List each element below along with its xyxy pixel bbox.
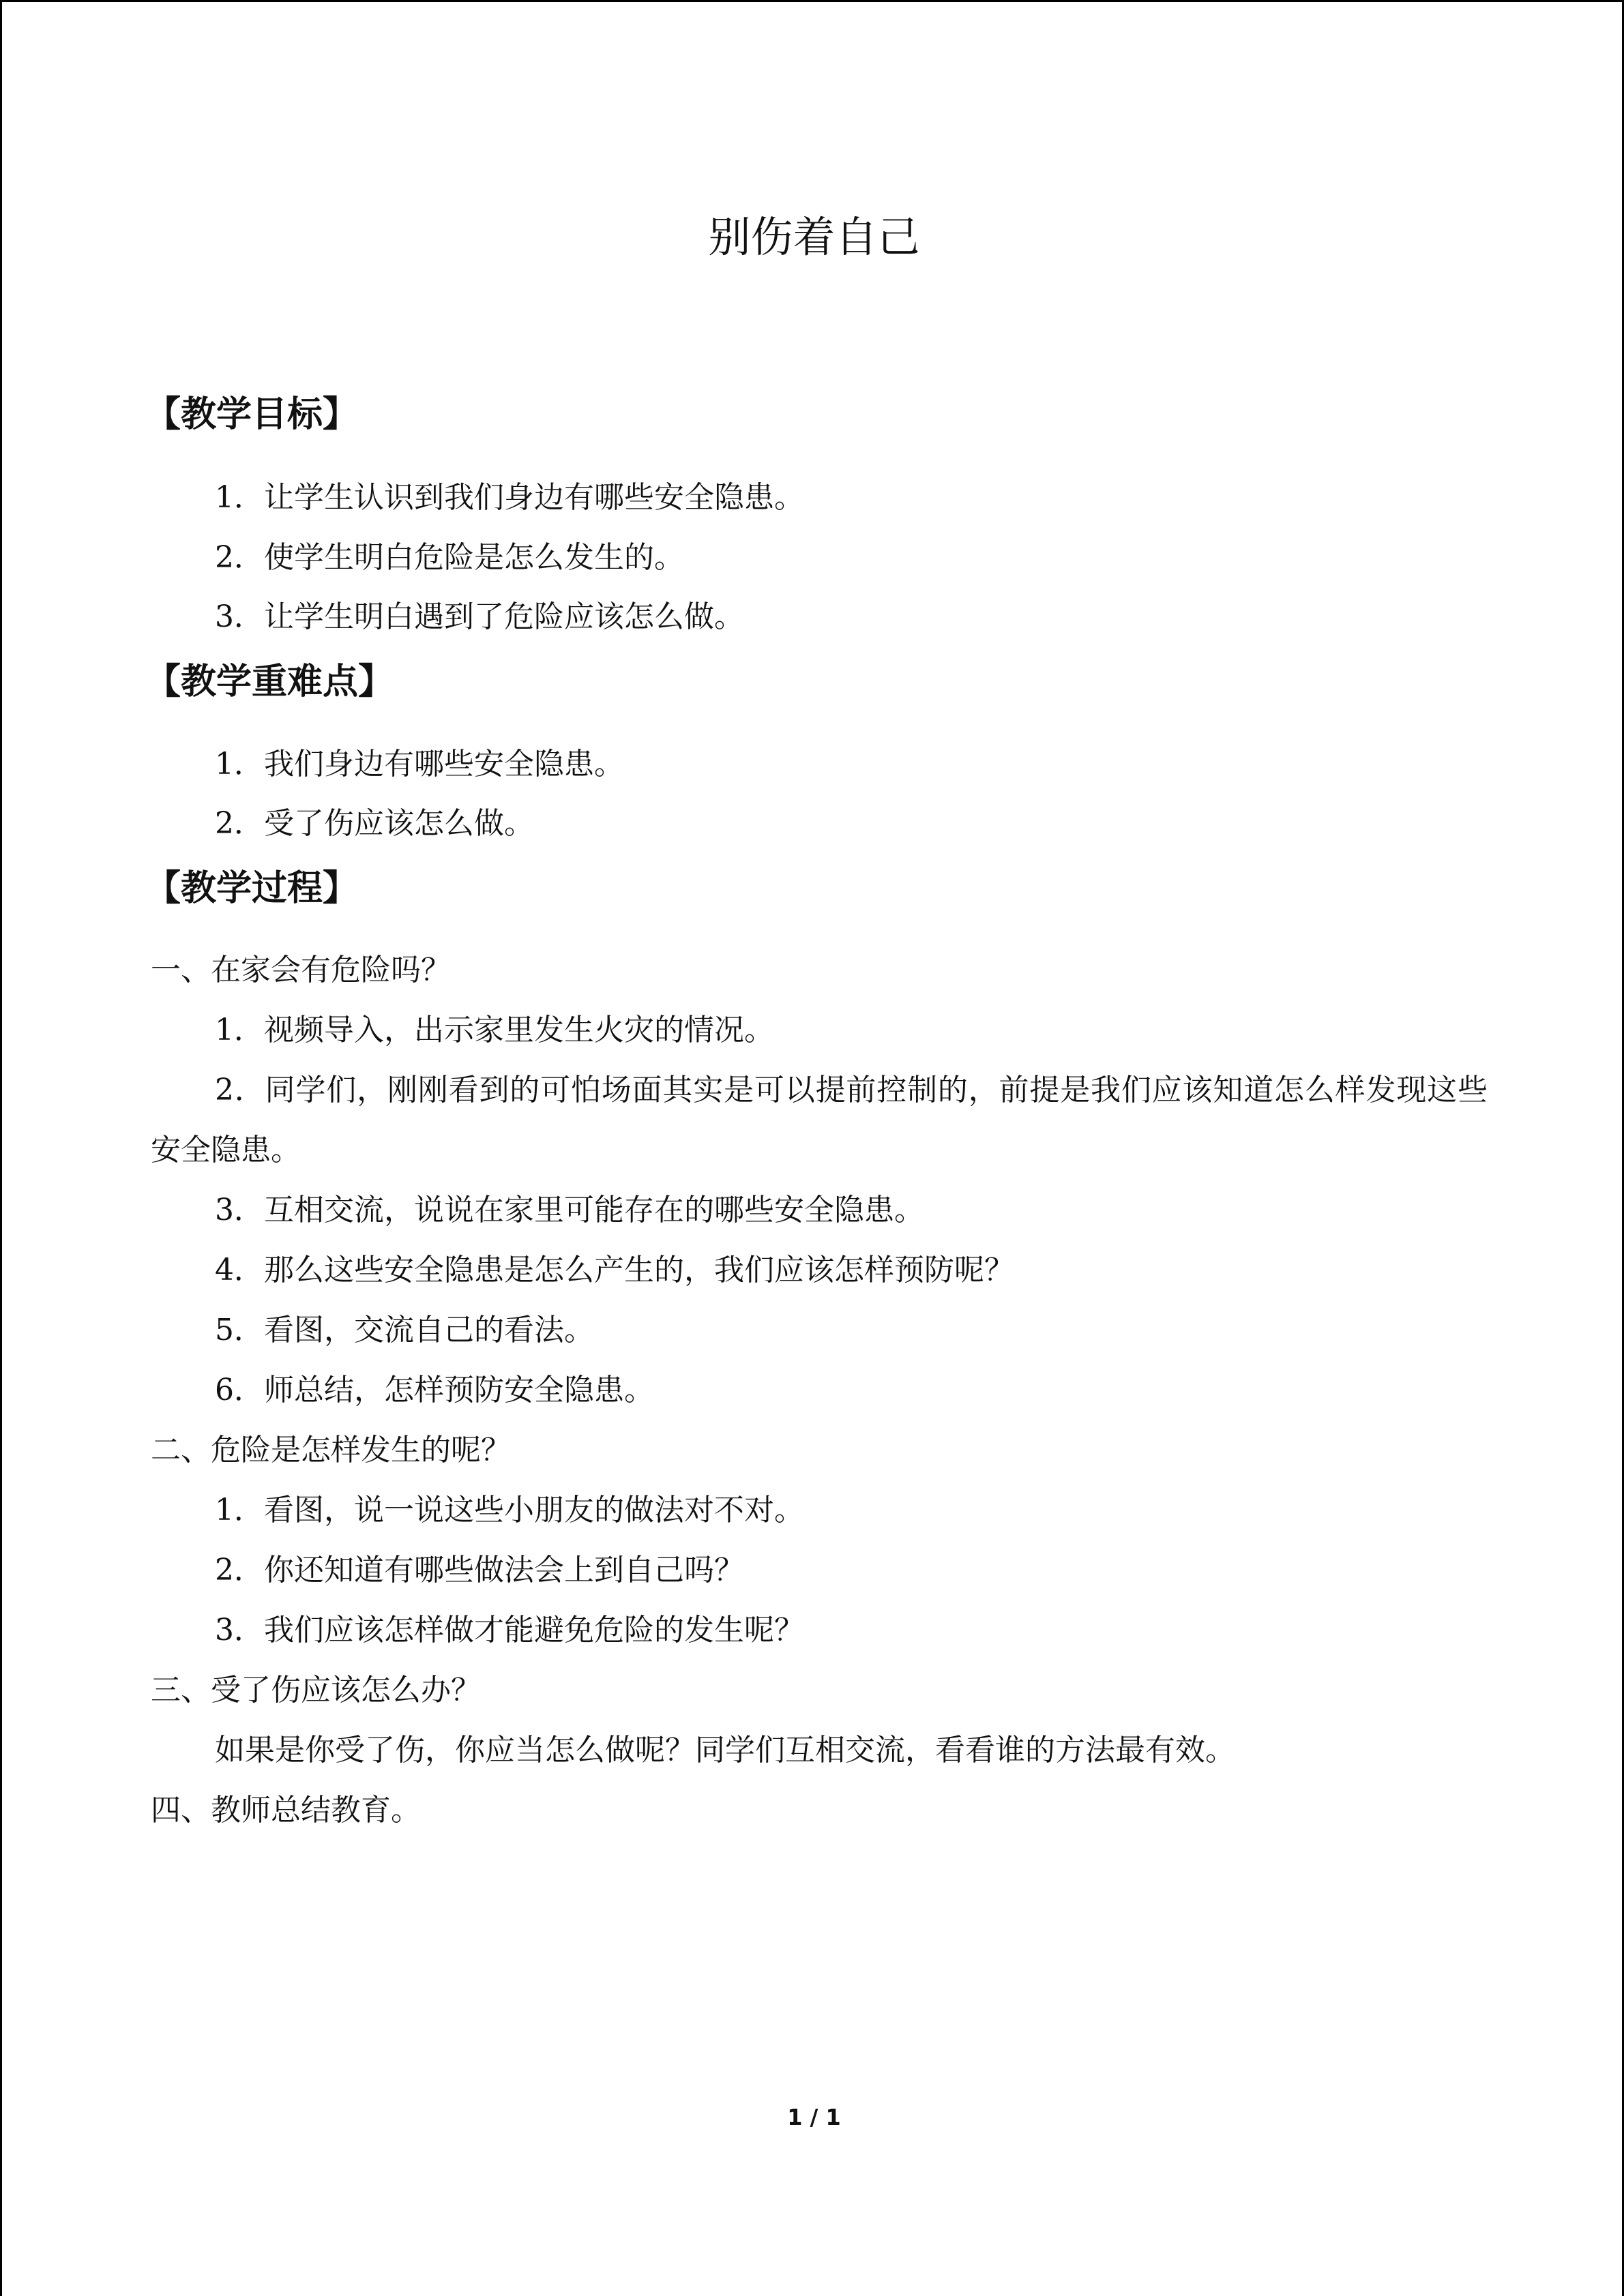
- section-heading-process: 【教学过程】: [145, 868, 359, 909]
- process-part-1-item-4: 4．那么这些安全隐患是怎么产生的，我们应该怎样预防呢？: [215, 1253, 1014, 1287]
- process-part-1-item-1: 1．视频导入，出示家里发生火灾的情况。: [215, 1013, 774, 1047]
- objective-item-2: 2．使学生明白危险是怎么发生的。: [215, 540, 684, 575]
- process-part-1-title: 一、在家会有危险吗？: [151, 953, 451, 987]
- process-part-3-text: 如果是你受了伤，你应当怎么做呢？同学们互相交流，看看谁的方法最有效。: [215, 1733, 1235, 1768]
- process-part-1-item-3: 3．互相交流，说说在家里可能存在的哪些安全隐患。: [215, 1193, 924, 1227]
- process-part-1-item-2: 2．同学们，刚刚看到的可怕场面其实是可以提前控制的，前提是我们应该知道怎么样发现这些安全隐患。: [151, 1073, 1488, 1167]
- process-part-2-item-1: 1．看图，说一说这些小朋友的做法对不对。: [215, 1493, 804, 1527]
- document-title: 别伤着自己: [708, 212, 920, 262]
- process-part-2-title: 二、危险是怎样发生的呢？: [151, 1433, 511, 1467]
- section-heading-objectives: 【教学目标】: [145, 394, 359, 435]
- process-part-4-title: 四、教师总结教育。: [151, 1793, 421, 1828]
- page-number: 1 / 1: [787, 2104, 841, 2130]
- process-part-1-item-5: 5．看图，交流自己的看法。: [215, 1313, 594, 1347]
- objective-item-3: 3．让学生明白遇到了危险应该怎么做。: [215, 599, 744, 634]
- section-heading-key-points: 【教学重难点】: [145, 661, 394, 702]
- process-part-3-title: 三、受了伤应该怎么办？: [151, 1673, 481, 1708]
- process-part-1-item-6: 6．师总结，怎样预防安全隐患。: [215, 1373, 654, 1407]
- process-part-2-item-2: 2．你还知道有哪些做法会上到自己吗？: [215, 1553, 744, 1587]
- key-point-item-2: 2．受了伤应该怎么做。: [215, 806, 534, 841]
- objective-item-1: 1．让学生认识到我们身边有哪些安全隐患。: [215, 480, 804, 515]
- process-part-2-item-3: 3．我们应该怎样做才能避免危险的发生呢？: [215, 1613, 804, 1648]
- key-point-item-1: 1．我们身边有哪些安全隐患。: [215, 747, 624, 781]
